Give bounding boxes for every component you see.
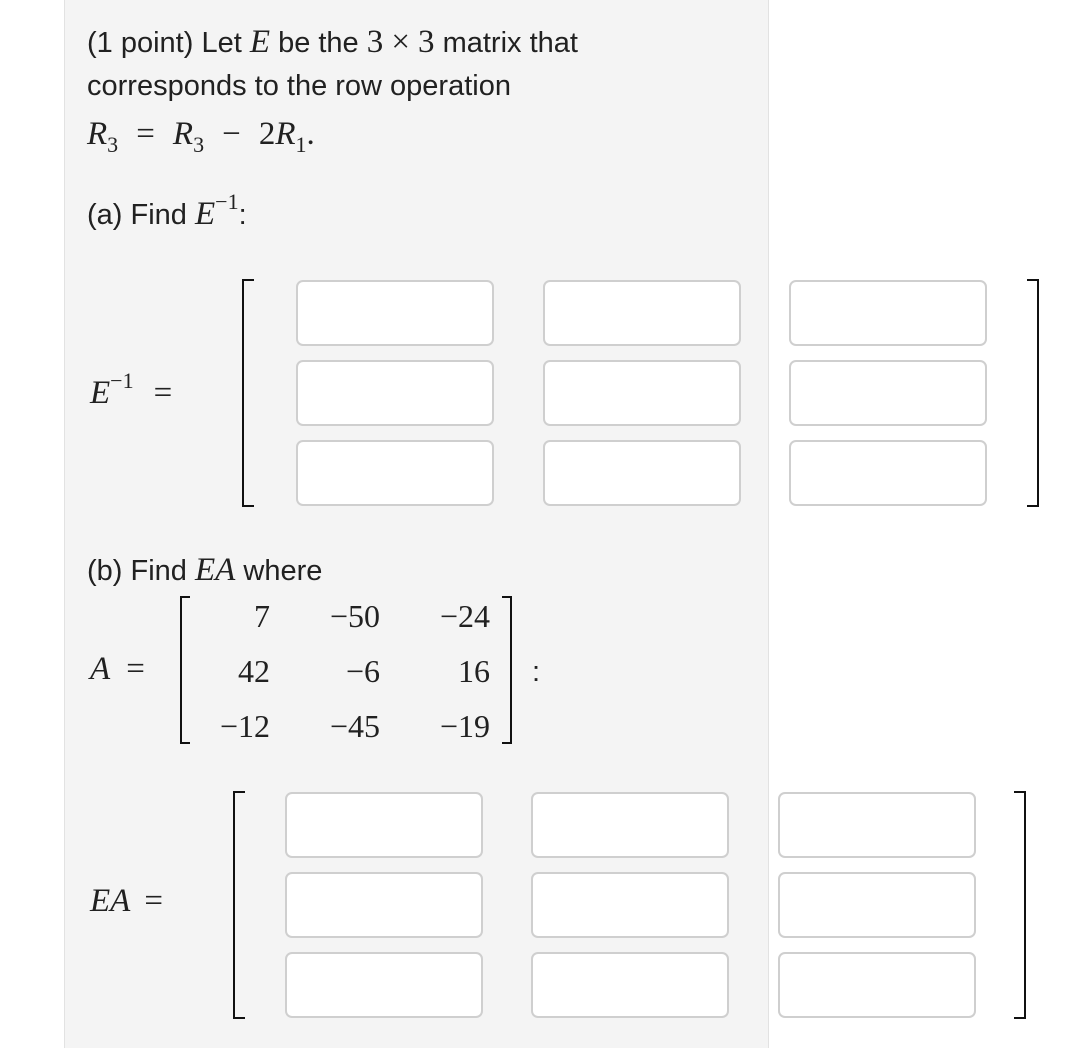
e-inverse-input-r3-c2[interactable] — [543, 440, 741, 506]
matrix-a-r1-c3: −24 — [439, 598, 490, 634]
ea-equals: = — [144, 883, 164, 919]
matrix-a-r3-c3: −19 — [439, 708, 490, 744]
e-inverse-input-r2-c1[interactable] — [296, 360, 494, 426]
op-sub-3-left: 3 — [107, 132, 119, 157]
intro-matrix-e: E — [249, 24, 270, 60]
e-inverse-input-r3-c3[interactable] — [789, 440, 987, 506]
part-b-ea: EA — [194, 552, 236, 588]
ea-input-r3-c3[interactable] — [778, 952, 976, 1018]
part-b-prompt — [87, 554, 322, 587]
ea-input-r2-c3[interactable] — [778, 872, 976, 938]
ea-input-r1-c1[interactable] — [285, 792, 483, 858]
part-b-prefix: (b) Find — [87, 555, 187, 587]
matrix-a-r3-c2: −45 — [329, 708, 380, 744]
matrix-a-equals: = — [126, 651, 145, 687]
op-r1: R — [275, 116, 296, 152]
ea-input-r3-c1[interactable] — [285, 952, 483, 1018]
intro-prefix: (1 point) Let — [87, 27, 242, 59]
op-equals: = — [136, 116, 155, 152]
matrix-a-name: A — [90, 651, 111, 687]
e-inverse-sup: −1 — [110, 368, 134, 393]
op-r3-right: R — [172, 116, 194, 152]
intro-dim-2: 3 — [418, 24, 435, 60]
ea-right-bracket — [1014, 791, 1026, 1019]
part-a-sup: −1 — [215, 189, 239, 214]
e-inverse-label — [90, 368, 173, 411]
problem-line-2: corresponds to the row operation — [87, 70, 511, 102]
ea-input-r2-c2[interactable] — [531, 872, 729, 938]
problem-intro-line — [87, 26, 578, 59]
matrix-a-r3-c1: −12 — [219, 708, 270, 744]
matrix-a-right-bracket — [502, 596, 512, 744]
e-inverse-e: E — [90, 375, 111, 411]
matrix-a-label — [90, 653, 145, 686]
ea-left-bracket — [233, 791, 245, 1019]
part-a-colon: : — [238, 199, 247, 231]
row-operation — [87, 116, 315, 157]
matrix-a-r2-c2: −6 — [345, 653, 380, 689]
op-period: . — [306, 116, 315, 152]
op-sub-1: 1 — [295, 132, 307, 157]
ea-input-r3-c2[interactable] — [531, 952, 729, 1018]
e-inverse-right-bracket — [1027, 279, 1039, 507]
matrix-a-r2-c3: 16 — [458, 653, 490, 689]
op-sub-3-right: 3 — [193, 132, 205, 157]
part-a-prompt — [87, 189, 247, 232]
part-a-prefix: (a) Find — [87, 199, 187, 231]
ea-input-r1-c3[interactable] — [778, 792, 976, 858]
matrix-a-r2-c1: 42 — [238, 653, 270, 689]
e-inverse-input-r1-c1[interactable] — [296, 280, 494, 346]
op-minus: − — [222, 116, 241, 152]
e-inverse-input-r1-c3[interactable] — [789, 280, 987, 346]
intro-suffix: matrix that — [442, 27, 578, 59]
part-a-e: E — [194, 196, 216, 232]
matrix-a-r1-c1: 7 — [254, 598, 270, 634]
part-b-suffix: where — [243, 555, 323, 587]
e-inverse-equals: = — [153, 375, 173, 411]
ea-input-r2-c1[interactable] — [285, 872, 483, 938]
op-r3-left: R — [87, 116, 108, 152]
intro-mid: be the — [278, 27, 359, 59]
ea-label — [90, 885, 163, 918]
intro-dim-1: 3 — [366, 24, 384, 60]
matrix-a-colon: : — [532, 656, 541, 688]
matrix-a-r1-c2: −50 — [329, 598, 380, 634]
ea-input-r1-c2[interactable] — [531, 792, 729, 858]
e-inverse-input-r3-c1[interactable] — [296, 440, 494, 506]
ea-name: EA — [90, 883, 131, 919]
e-inverse-input-r2-c2[interactable] — [543, 360, 741, 426]
e-inverse-input-r2-c3[interactable] — [789, 360, 987, 426]
e-inverse-input-r1-c2[interactable] — [543, 280, 741, 346]
op-coefficient: 2 — [258, 116, 276, 152]
e-inverse-left-bracket — [242, 279, 254, 507]
intro-times: × — [391, 24, 410, 60]
